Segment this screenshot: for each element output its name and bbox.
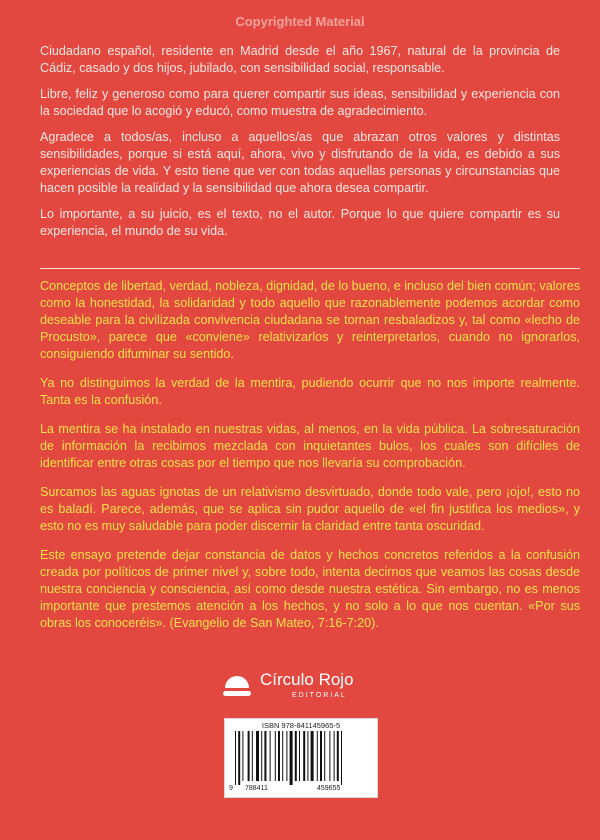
barcode-bar: [295, 731, 297, 781]
barcode-bar: [264, 731, 266, 781]
barcode-bar: [299, 731, 300, 781]
book-synopsis: [40, 278, 580, 644]
barcode-digits-right: 459655: [317, 785, 341, 792]
bio-paragraph: Libre, feliz y generoso como para querer compartir sus ideas, sensibilidad y experiencia con la sociedad que lo acogió y educó, como muestra de agradecimiento.: [40, 87, 560, 118]
watermark: Copyrighted Material: [235, 14, 365, 29]
bio-paragraph: Lo importante, a su juicio, es el texto, no el autor. Porque lo que quiere compartir es su experiencia, el mundo de su vida.: [40, 207, 560, 238]
barcode-bar: [256, 731, 259, 781]
barcode-bar: [320, 731, 322, 781]
publisher-logo: [222, 668, 382, 708]
barcode-bar: [324, 731, 325, 781]
synopsis-paragraph: La mentira se ha instalado en nuestras vidas, al menos, en la vida pública. La sobresaturación de información la recibimos mezclada con inquietantes bulos, los cuales son difíciles de identificar entre otras cosas por el tiempo que nos llevaría su comprobación.: [40, 422, 580, 470]
barcode-bar: [282, 731, 283, 781]
barcode-bar: [235, 731, 236, 785]
synopsis-paragraph: Conceptos de libertad, verdad, nobleza, dignidad, de lo bueno, e incluso del bien común; valores como la honestidad, la solidaridad y todo aquello que razonablemente podemos acordar como deseable para la civilizada convivencia ciudadana se tornan resbaladizos y, tal como «lecho de Procusto», parece que «conviene» relativizarlos y reinterpretarlos, cuando no ignorarlos, consiguiendo difuminar su sentido.: [40, 279, 580, 361]
section-divider: [40, 268, 580, 269]
barcode-bar: [307, 731, 308, 781]
isbn-barcode: [224, 718, 378, 798]
barcode-bar: [286, 731, 287, 781]
publisher-name: Círculo Rojo: [260, 670, 354, 689]
barcode-digits-left: 788411: [245, 785, 268, 792]
barcode-bar: [337, 731, 339, 781]
barcode-bar: [341, 731, 342, 785]
barcode-bar: [270, 731, 271, 781]
barcode-bar: [248, 731, 250, 781]
barcode-bar: [238, 731, 240, 785]
barcode-bar: [278, 731, 280, 781]
barcode-bar: [311, 731, 314, 781]
bio-paragraph: Agradece a todos/as, incluso a aquellos/as que abrazan otros valores y distintas sensibilidades, porque si está aquí, ahora, vivo y disfrutando de la vida, es debido a sus experiencias de vida. Y esto tiene que ver con todas aquellas personas y circunstancias que hacen posible la realidad y la sensibilidad que ahora desea compartir.: [40, 130, 560, 195]
barcode-bar: [290, 731, 293, 785]
barcode-bar: [242, 731, 243, 781]
barcode-bar: [317, 731, 318, 781]
barcode-bar: [334, 731, 335, 781]
author-bio: [40, 43, 560, 249]
isbn-number: ISBN 978-841145965-5: [261, 721, 341, 730]
barcode-bar: [329, 731, 330, 781]
barcode-bar: [275, 731, 276, 781]
publisher-subtitle: EDITORIAL: [292, 692, 347, 699]
synopsis-paragraph: Surcamos las aguas ignotas de un relativismo desvirtuado, donde todo vale, pero ¡ojo!, esto no es baladí. Parece, además, que se aplica sin pudor aquello de «el fin justifica los medios», y esto no es muy saludable para poder discernir la claridad entre tanta oscuridad.: [40, 485, 580, 533]
publisher-logo-icon: [222, 672, 252, 700]
bio-paragraph: Ciudadano español, residente en Madrid desde el año 1967, natural de la provincia de Cádiz, casado y dos hijos, jubilado, con sensibilidad social, responsable.: [40, 44, 560, 75]
barcode-digit-first: 9: [229, 785, 233, 792]
barcode-bar: [252, 731, 253, 781]
synopsis-paragraph: Este ensayo pretende dejar constancia de datos y hechos concretos referidos a la confusión creada por políticos de primer nivel y, sobre todo, intenta decirnos que veamos las cosas desde nuestra conciencia y consciencia, así como desde nuestra estética. Sin embargo, no es menos importante que prestemos atención a los hechos, y no solo a lo que nos cuentan. «Por sus obras los conoceréis». (Evangelio de San Mateo, 7:16-7:20).: [40, 548, 580, 630]
synopsis-paragraph: Ya no distinguimos la verdad de la mentira, pudiendo ocurrir que no nos importe realmente. Tanta es la confusión.: [40, 376, 580, 407]
barcode-bar: [303, 731, 305, 781]
barcode-bars: [233, 731, 369, 785]
barcode-bar: [261, 731, 262, 781]
